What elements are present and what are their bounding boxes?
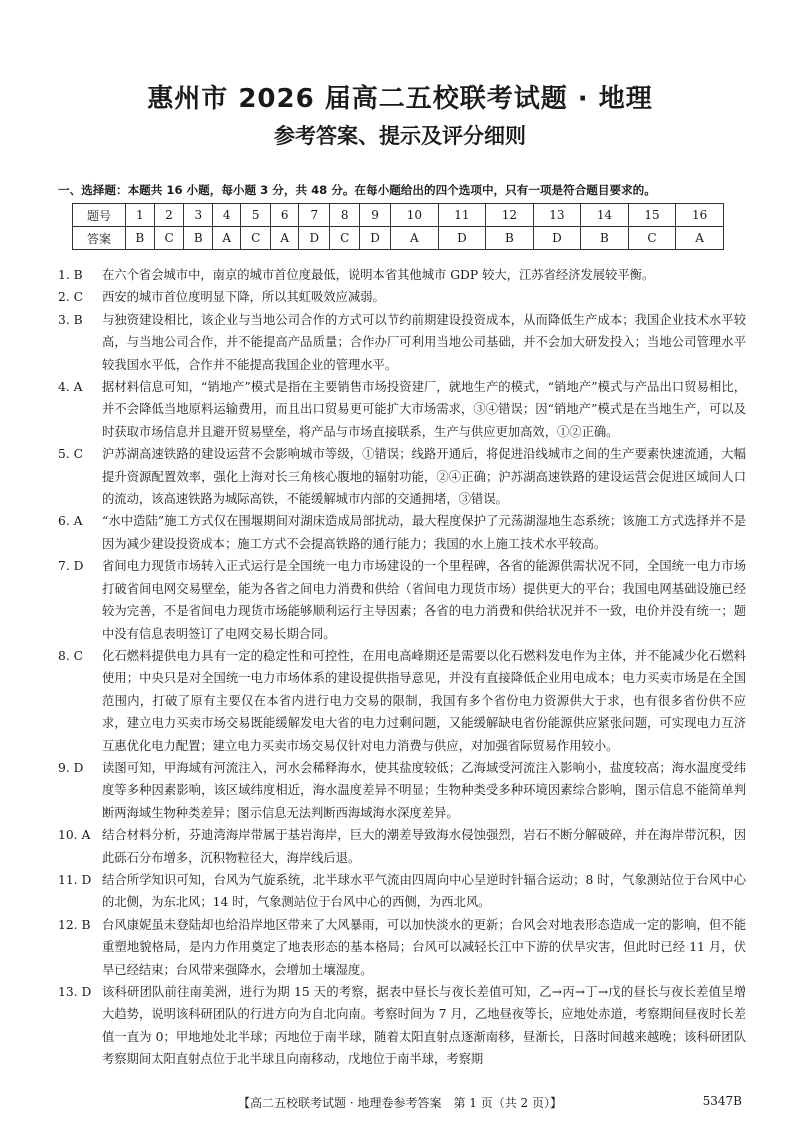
answer-table-cell: 3 [184, 204, 213, 227]
item-text: 台风康妮虽未登陆却也给沿岸地区带来了大风暴雨，可以加快淡水的更新；台风会对地表形态造成一定的影响，但不能重塑地貌格局，是内力作用奠定了地表形态的基本格局；台风可以减轻长江中下游的伏旱灾害，但此时已经 11 月，伏旱已经结束；台风带来强降水，会增加土壤湿度。 [102, 917, 746, 977]
explanation-item [58, 757, 746, 824]
explanation-item [58, 510, 746, 555]
answer-table-cell: B [486, 227, 534, 250]
page-footer: 【高二五校联考试题 · 地理卷参考答案 第 1 页（共 2 页）】 [238, 1096, 562, 1110]
item-number: 12. B [58, 917, 91, 932]
answer-table-cell: 11 [438, 204, 486, 227]
item-number: 3. B [58, 312, 83, 327]
answer-table-cell: D [533, 227, 581, 250]
item-number: 4. A [58, 380, 83, 395]
answer-table-cell: 12 [486, 204, 534, 227]
answer-table-cell: 1 [126, 204, 155, 227]
item-number: 10. A [58, 828, 91, 843]
explanation-item [58, 824, 746, 869]
item-text: 据材料信息可知，“销地产”模式是指在主要销售市场投资建厂，就地生产的模式，“销地产”模式与产品出口贸易相比，并不会降低当地原料运输费用，而且出口贸易更可能扩大市场需求，③④错误；因“销地产”模式是在当地生产，可以及时获取市场信息并且避开贸易壁垒，将产品与市场直接联系，生产与供应更加高效，①②正确。 [102, 380, 746, 439]
answer-table-number-row [73, 204, 724, 227]
document-code: 5347B [702, 1094, 742, 1108]
explanation-item [58, 376, 746, 443]
explanation-item [58, 264, 746, 286]
answer-table-cell: A [271, 227, 299, 250]
item-number: 13. D [58, 985, 92, 999]
item-text: 化石燃料提供电力具有一定的稳定性和可控性，在用电高峰期还是需要以化石燃料发电作为主体，并不能减少化石燃料使用；中央只是对全国统一电力市场体系的建设提供指导意见，并没有直接降低企业用电成本；电力买卖市场是在全国范围内，打破了原有主要仅在本省内进行电力交易的限制，我国有多个省份电力资源供大于求，也有很多省份供不应求，建立电力买卖市场交易既能缓解发电大省的电力过剩问题，又能缓解缺电省份能源供应紧张问题，可实现电力互济互惠优化电力配置；建立电力买卖市场交易仅针对电力消费与供应，对加强省际贸易作用较小。 [102, 648, 746, 753]
answer-table-cell: 9 [360, 204, 391, 227]
answer-table-row-label: 答案 [73, 227, 126, 250]
answer-table-cell: 2 [154, 204, 184, 227]
page-subtitle: 参考答案、提示及评分细则 [274, 124, 526, 148]
item-number: 5. C [58, 447, 84, 462]
page-title: 惠州市 2026 届高二五校联考试题 · 地理 [147, 84, 653, 114]
item-number: 1. B [58, 268, 83, 282]
item-text: 西安的城市首位度明显下降，所以其虹吸效应减弱。 [102, 290, 385, 305]
item-number: 9. D [58, 760, 84, 775]
answer-table-cell: 7 [299, 204, 330, 227]
explanation-item [58, 981, 746, 1071]
answer-table-cell: C [154, 227, 184, 250]
explanation-item [58, 309, 746, 376]
answer-table-cell: B [126, 227, 155, 250]
item-text: 结合材料分析，芬迪湾海岸带属于基岩海岸，巨大的潮差导致海水侵蚀强烈，岩石不断分解破碎，并在海岸带沉积，因此砾石分布增多，沉积物粒径大，海岸线后退。 [102, 828, 746, 865]
answer-table-cell: B [581, 227, 629, 250]
explanation-list [58, 264, 746, 1071]
answer-table-cell: 15 [628, 204, 676, 227]
item-text: 该科研团队前往南美洲，进行为期 15 天的考察，据表中昼长与夜长差值可知，乙→丙→丁→戊的昼长与夜长差值呈增大趋势，说明该科研团队的行进方向为自北向南。考察时间为 7 月，乙地昼夜等长，应地处赤道，考察期间昼夜时长差值一直为 0；甲地地处北半球；丙地位于南半球，随着太阳直射点逐渐南移，昼渐长，日落时间越来越晚；该科研团队考察期间太阳直射点位于北半球且向南移动，戊地位于南半球，考察期 [102, 985, 746, 1067]
item-text: “水中造陆”施工方式仅在围堰期间对湖床造成局部扰动，最大程度保护了元荡湖湿地生态系统；该施工方式选择并不是因为减少建设投资成本；施工方式不会提高铁路的通行能力；我国的水上施工技术水平较高。 [102, 514, 746, 551]
item-text: 在六个省会城市中，南京的城市首位度最低，说明本省其他城市 GDP 较大，江苏省经济发展较平衡。 [102, 268, 655, 282]
item-text: 与独资建设相比，该企业与当地公司合作的方式可以节约前期建设投资成本，从而降低生产成本；我国企业技术水平较高，与当地公司合作，并不能提高产品质量；合作办厂可利用当地公司基础，并不会加大研发投入；当地公司管理水平较我国水平低，合作并不能提高我国企业的管理水平。 [102, 312, 746, 372]
answer-table-cell: A [676, 227, 724, 250]
answer-table-cell: 14 [581, 204, 629, 227]
answer-table-cell: 4 [213, 204, 241, 227]
answer-table-cell: C [628, 227, 676, 250]
explanation-item [58, 645, 746, 757]
answer-table-cell: C [330, 227, 360, 250]
answer-table-cell: D [438, 227, 486, 250]
explanation-item [58, 914, 746, 981]
answer-table-cell: A [213, 227, 241, 250]
section-heading: 一、选择题：本题共 16 小题，每小题 3 分，共 48 分。在每小题给出的四个选项中，只有一项是符合题目要求的。 [58, 183, 656, 197]
item-number: 6. A [58, 514, 83, 529]
item-text: 省间电力现货市场转入正式运行是全国统一电力市场建设的一个里程碑，各省的能源供需状况不同，全国统一电力市场打破省间电网交易壁垒，能为各省之间电力消费和供给（省间电力现货市场）提供更大的平台；我国电网基础设施已经较为完善，不是省间电力现货市场能够顺利运行主导因素；各省的电力消费和供给状况并不一致，电价并没有统一；题中没有信息表明签订了电网交易长期合同。 [102, 559, 746, 641]
item-number: 7. D [58, 559, 84, 574]
answer-table-cell: B [184, 227, 213, 250]
answer-table [72, 203, 724, 250]
explanation-item [58, 555, 746, 645]
answer-table-cell: 8 [330, 204, 360, 227]
item-text: 沪苏湖高速铁路的建设运营不会影响城市等级，①错误；线路开通后，将促进沿线城市之间的生产要素快速流通，大幅提升资源配置效率，强化上海对长三角核心腹地的辐射功能，②④正确；沪苏湖高速铁路的建设运营会促进区域间人口的流动，该高速铁路为城际高铁，不能缓解城市内部的交通拥堵，③错误。 [102, 447, 746, 507]
explanation-item [58, 286, 746, 308]
item-number: 11. D [58, 872, 92, 887]
answer-table-row-label: 题号 [73, 204, 126, 227]
explanation-item [58, 869, 746, 914]
answer-table-cell: 13 [533, 204, 581, 227]
answer-table-cell: 16 [676, 204, 724, 227]
explanation-item [58, 443, 746, 510]
item-text: 结合所学知识可知，台风为气旋系统，北半球水平气流由四周向中心呈逆时针辐合运动；8 时，气象测站位于台风中心的北侧，为东北风；14 时，气象测站位于台风中心的西侧，为西北风。 [102, 872, 746, 910]
answer-table-cell: 6 [271, 204, 299, 227]
item-text: 读图可知，甲海域有河流注入，河水会稀释海水，使其盐度较低；乙海域受河流注入影响小，盐度较高；海水温度受纬度等多种因素影响，该区域纬度相近，海水温度差异不明显；生物种类受多种环境因素综合影响，图示信息不能简单判断两海域生物种类差异；图示信息无法判断西海域海水深度差异。 [102, 760, 746, 820]
answer-table-answer-row [73, 227, 724, 250]
answer-table-cell: C [241, 227, 271, 250]
answer-table-cell: D [360, 227, 391, 250]
answer-table-cell: 10 [391, 204, 439, 227]
answer-table-cell: 5 [241, 204, 271, 227]
item-number: 2. C [58, 290, 84, 305]
item-number: 8. C [58, 648, 84, 663]
answer-table-cell: A [391, 227, 439, 250]
answer-table-cell: D [299, 227, 330, 250]
